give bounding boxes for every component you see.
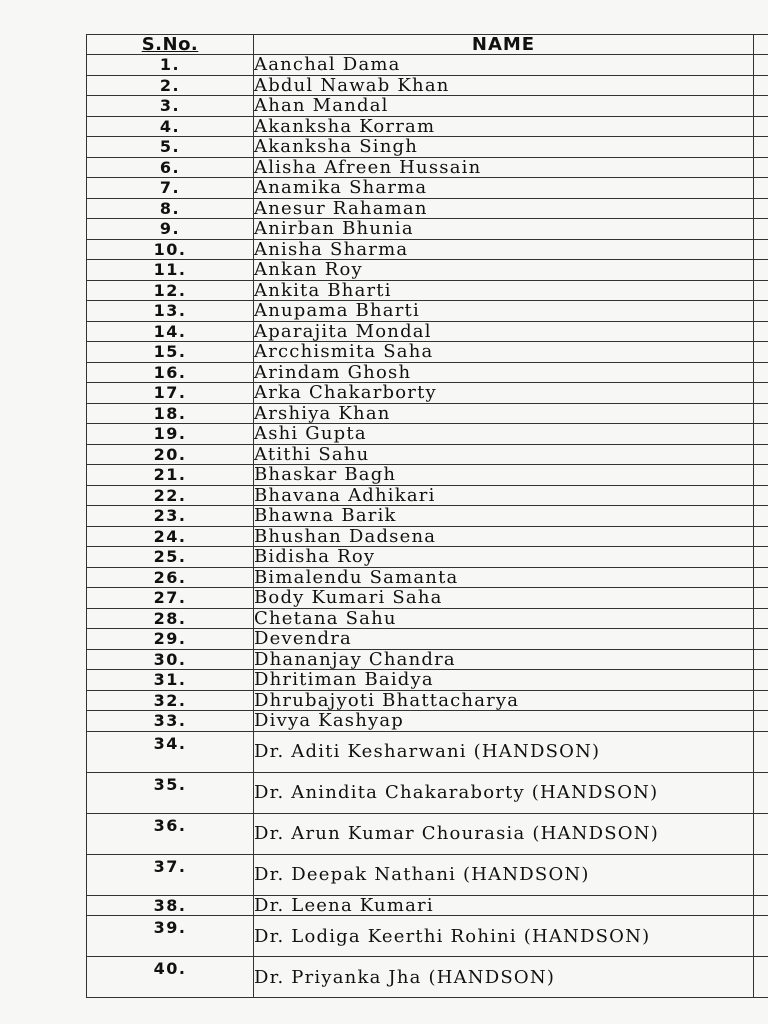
name-cell: Dr. Deepak Nathani (HANDSON) (254, 854, 754, 895)
serial-number-cell: 36. (87, 813, 254, 854)
participant-table (86, 34, 768, 998)
serial-number-cell: 6. (87, 157, 254, 178)
truncated-column-cell (754, 629, 768, 650)
table-row (87, 731, 768, 772)
table-row (87, 280, 768, 301)
serial-number-cell: 27. (87, 588, 254, 609)
name-cell: Dr. Priyanka Jha (HANDSON) (254, 957, 754, 998)
table-row (87, 75, 768, 96)
truncated-column-cell (754, 362, 768, 383)
serial-number-cell: 25. (87, 547, 254, 568)
truncated-column-cell (754, 178, 768, 199)
serial-number-cell: 30. (87, 649, 254, 670)
table-row (87, 465, 768, 486)
name-cell: Abdul Nawab Khan (254, 75, 754, 96)
name-cell: Chetana Sahu (254, 608, 754, 629)
serial-number-cell: 20. (87, 444, 254, 465)
serial-number-cell: 9. (87, 219, 254, 240)
truncated-column-cell (754, 465, 768, 486)
truncated-column-cell (754, 711, 768, 732)
truncated-column-cell (754, 772, 768, 813)
truncated-column-cell (754, 670, 768, 691)
serial-number-cell: 38. (87, 895, 254, 916)
name-cell: Body Kumari Saha (254, 588, 754, 609)
truncated-column-cell (754, 75, 768, 96)
serial-number-cell: 31. (87, 670, 254, 691)
table-row (87, 895, 768, 916)
serial-number-cell: 32. (87, 690, 254, 711)
truncated-column-cell (754, 608, 768, 629)
truncated-column-cell (754, 547, 768, 568)
name-cell: Arshiya Khan (254, 403, 754, 424)
table-row (87, 301, 768, 322)
truncated-column-cell (754, 260, 768, 281)
table-body (87, 55, 768, 998)
truncated-column-cell (754, 731, 768, 772)
table-row (87, 690, 768, 711)
table-row (87, 916, 768, 957)
name-cell: Ahan Mandal (254, 96, 754, 117)
name-cell: Dhritiman Baidya (254, 670, 754, 691)
serial-number-cell: 21. (87, 465, 254, 486)
table-row (87, 813, 768, 854)
name-cell: Aparajita Mondal (254, 321, 754, 342)
table-row (87, 854, 768, 895)
table-row (87, 321, 768, 342)
serial-number-cell: 13. (87, 301, 254, 322)
truncated-column-cell (754, 526, 768, 547)
truncated-column-cell (754, 301, 768, 322)
table-row (87, 239, 768, 260)
serial-number-header: S.No. (87, 35, 254, 55)
serial-number-cell: 29. (87, 629, 254, 650)
serial-number-cell: 12. (87, 280, 254, 301)
serial-number-cell: 40. (87, 957, 254, 998)
truncated-column-cell (754, 649, 768, 670)
truncated-column-cell (754, 588, 768, 609)
truncated-column-cell (754, 137, 768, 158)
table-row (87, 526, 768, 547)
name-cell: Dhananjay Chandra (254, 649, 754, 670)
serial-number-cell: 35. (87, 772, 254, 813)
serial-number-cell: 11. (87, 260, 254, 281)
truncated-column-cell (754, 198, 768, 219)
truncated-column-cell (754, 321, 768, 342)
name-cell: Bimalendu Samanta (254, 567, 754, 588)
truncated-column-cell (754, 96, 768, 117)
table-row (87, 137, 768, 158)
name-cell: Bhaskar Bagh (254, 465, 754, 486)
name-cell: Ankan Roy (254, 260, 754, 281)
truncated-column-cell (754, 895, 768, 916)
truncated-column-cell (754, 813, 768, 854)
name-cell: Divya Kashyap (254, 711, 754, 732)
truncated-column-cell (754, 403, 768, 424)
table-row (87, 403, 768, 424)
serial-number-cell: 16. (87, 362, 254, 383)
name-cell: Dr. Leena Kumari (254, 895, 754, 916)
serial-number-cell: 37. (87, 854, 254, 895)
table-row (87, 485, 768, 506)
name-header: NAME (254, 35, 754, 55)
table-row (87, 506, 768, 527)
truncated-column-cell (754, 55, 768, 76)
name-cell: Bidisha Roy (254, 547, 754, 568)
table-row (87, 383, 768, 404)
table-row (87, 198, 768, 219)
name-cell: Atithi Sahu (254, 444, 754, 465)
name-cell: Ashi Gupta (254, 424, 754, 445)
serial-number-cell: 1. (87, 55, 254, 76)
truncated-column-cell (754, 383, 768, 404)
serial-number-cell: 8. (87, 198, 254, 219)
table-row (87, 649, 768, 670)
serial-number-cell: 24. (87, 526, 254, 547)
serial-number-cell: 39. (87, 916, 254, 957)
name-cell: Aanchal Dama (254, 55, 754, 76)
table-row (87, 116, 768, 137)
table-header-row (87, 35, 768, 55)
truncated-column-cell (754, 219, 768, 240)
table-row (87, 444, 768, 465)
name-cell: Arka Chakarborty (254, 383, 754, 404)
serial-number-cell: 22. (87, 485, 254, 506)
truncated-column-cell (754, 239, 768, 260)
serial-number-cell: 18. (87, 403, 254, 424)
name-cell: Bhavana Adhikari (254, 485, 754, 506)
serial-number-cell: 34. (87, 731, 254, 772)
table-row (87, 178, 768, 199)
serial-number-cell: 19. (87, 424, 254, 445)
name-cell: Ankita Bharti (254, 280, 754, 301)
truncated-column-header (754, 35, 768, 55)
serial-number-cell: 7. (87, 178, 254, 199)
table-row (87, 260, 768, 281)
name-cell: Arindam Ghosh (254, 362, 754, 383)
name-cell: Dr. Arun Kumar Chourasia (HANDSON) (254, 813, 754, 854)
name-cell: Dr. Lodiga Keerthi Rohini (HANDSON) (254, 916, 754, 957)
name-cell: Anirban Bhunia (254, 219, 754, 240)
table-row (87, 55, 768, 76)
table-row (87, 547, 768, 568)
truncated-column-cell (754, 280, 768, 301)
name-cell: Anupama Bharti (254, 301, 754, 322)
truncated-column-cell (754, 444, 768, 465)
serial-number-cell: 3. (87, 96, 254, 117)
table-row (87, 342, 768, 363)
table-row (87, 588, 768, 609)
truncated-column-cell (754, 116, 768, 137)
name-cell: Akanksha Korram (254, 116, 754, 137)
name-cell: Arcchismita Saha (254, 342, 754, 363)
name-cell: Akanksha Singh (254, 137, 754, 158)
truncated-column-cell (754, 567, 768, 588)
serial-number-cell: 5. (87, 137, 254, 158)
table-row (87, 957, 768, 998)
table-row (87, 711, 768, 732)
table-row (87, 219, 768, 240)
table-row (87, 670, 768, 691)
truncated-column-cell (754, 957, 768, 998)
truncated-column-cell (754, 342, 768, 363)
name-cell: Bhushan Dadsena (254, 526, 754, 547)
serial-number-cell: 2. (87, 75, 254, 96)
name-cell: Anisha Sharma (254, 239, 754, 260)
serial-number-cell: 15. (87, 342, 254, 363)
table-row (87, 629, 768, 650)
table-row (87, 424, 768, 445)
name-cell: Dr. Aditi Kesharwani (HANDSON) (254, 731, 754, 772)
serial-number-cell: 10. (87, 239, 254, 260)
table-row (87, 362, 768, 383)
serial-number-cell: 23. (87, 506, 254, 527)
truncated-column-cell (754, 424, 768, 445)
table-row (87, 772, 768, 813)
table-row (87, 96, 768, 117)
name-cell: Dr. Anindita Chakaraborty (HANDSON) (254, 772, 754, 813)
name-cell: Anesur Rahaman (254, 198, 754, 219)
name-cell: Dhrubajyoti Bhattacharya (254, 690, 754, 711)
table-row (87, 608, 768, 629)
truncated-column-cell (754, 690, 768, 711)
truncated-column-cell (754, 916, 768, 957)
serial-number-cell: 28. (87, 608, 254, 629)
truncated-column-cell (754, 157, 768, 178)
name-cell: Bhawna Barik (254, 506, 754, 527)
name-cell: Anamika Sharma (254, 178, 754, 199)
truncated-column-cell (754, 506, 768, 527)
serial-number-cell: 33. (87, 711, 254, 732)
serial-number-cell: 4. (87, 116, 254, 137)
serial-number-cell: 26. (87, 567, 254, 588)
name-cell: Alisha Afreen Hussain (254, 157, 754, 178)
serial-number-cell: 14. (87, 321, 254, 342)
truncated-column-cell (754, 854, 768, 895)
truncated-column-cell (754, 485, 768, 506)
serial-number-cell: 17. (87, 383, 254, 404)
name-cell: Devendra (254, 629, 754, 650)
table-row (87, 567, 768, 588)
table-row (87, 157, 768, 178)
